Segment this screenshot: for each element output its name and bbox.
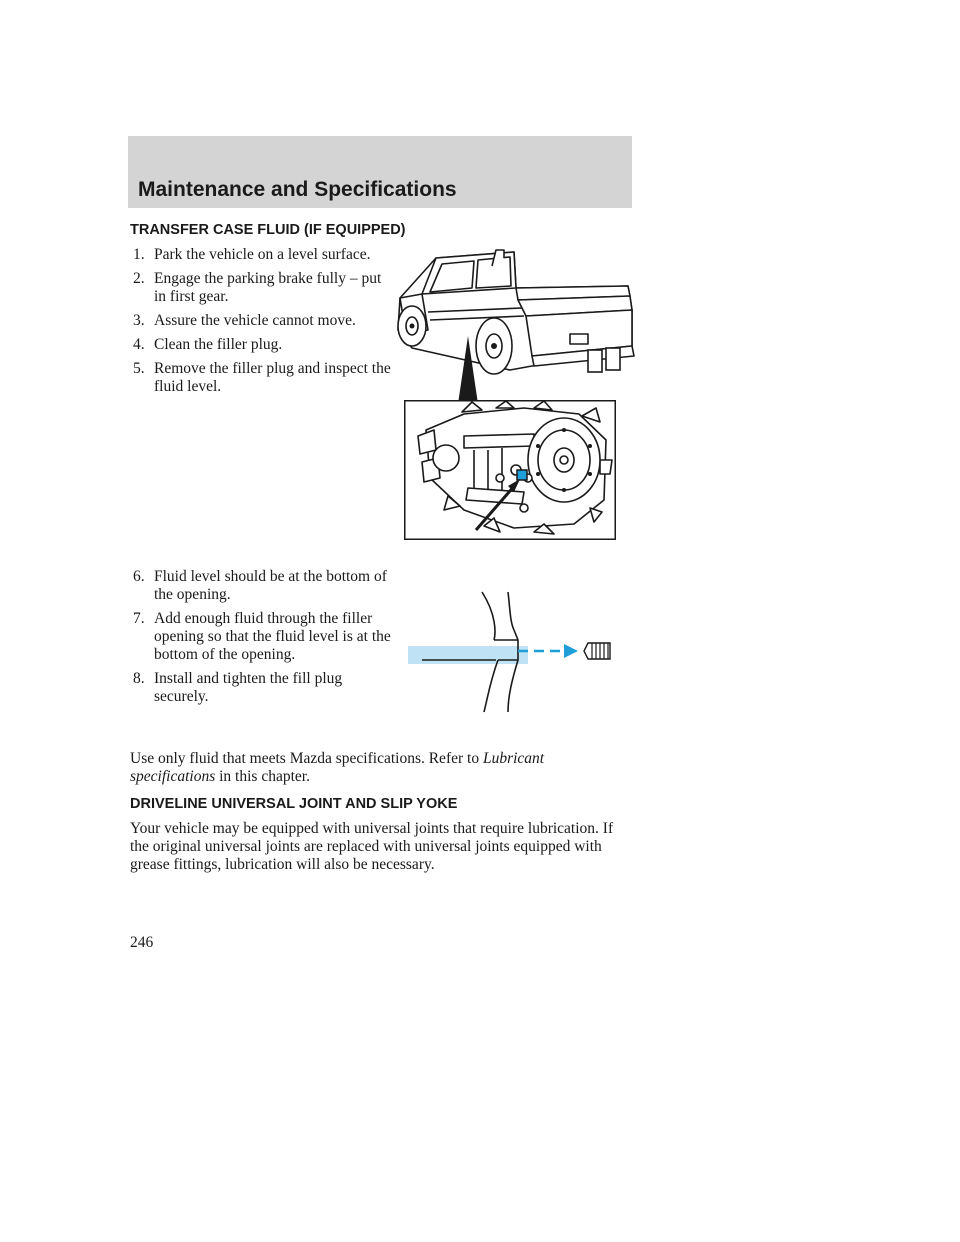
step-item: 5. Remove the filler plug and inspect the fluid level. xyxy=(133,360,391,395)
section-heading-driveline: DRIVELINE UNIVERSAL JOINT AND SLIP YOKE xyxy=(130,796,458,812)
fill-plug-level-diagram-icon xyxy=(404,588,616,716)
cross-reference: Lubricant specifications xyxy=(130,750,545,785)
step-item: 3. Assure the vehicle cannot move. xyxy=(133,312,356,329)
steps-list-1 xyxy=(130,246,392,402)
chapter-title: Maintenance and Specifications xyxy=(138,178,457,201)
step-item: 8. Install and tighten the fill plug securely. xyxy=(133,670,343,705)
step-item: 6. Fluid level should be at the bottom of the opening. xyxy=(133,568,387,603)
step-item: 2. Engage the parking brake fully – put in first gear. xyxy=(133,270,382,305)
fluid-note: Use only fluid that meets Mazda specifications. Refer to Lubricant specifications in this chapter. xyxy=(130,750,545,785)
step-item: 7. Add enough fluid through the filler opening so that the fluid level is at the bottom of the opening. xyxy=(133,610,391,663)
section-heading-transfer-case: TRANSFER CASE FLUID (IF EQUIPPED) xyxy=(130,222,406,238)
fill-plug-highlight xyxy=(517,470,527,480)
step-item: 4. Clean the filler plug. xyxy=(133,336,283,353)
page-number: 246 xyxy=(130,934,154,951)
transfer-case-diagram-icon xyxy=(404,400,616,540)
steps-list-2 xyxy=(130,568,392,712)
pointer-arrow xyxy=(456,336,480,404)
pickup-truck-icon xyxy=(392,246,640,398)
driveline-paragraph: Your vehicle may be equipped with universal joints that require lubrication. If the original universal joints are replaced with universal joints equipped with grease fittings, lubrication will also be necessary. xyxy=(130,820,614,873)
step-item: 1. Park the vehicle on a level surface. xyxy=(133,246,371,263)
